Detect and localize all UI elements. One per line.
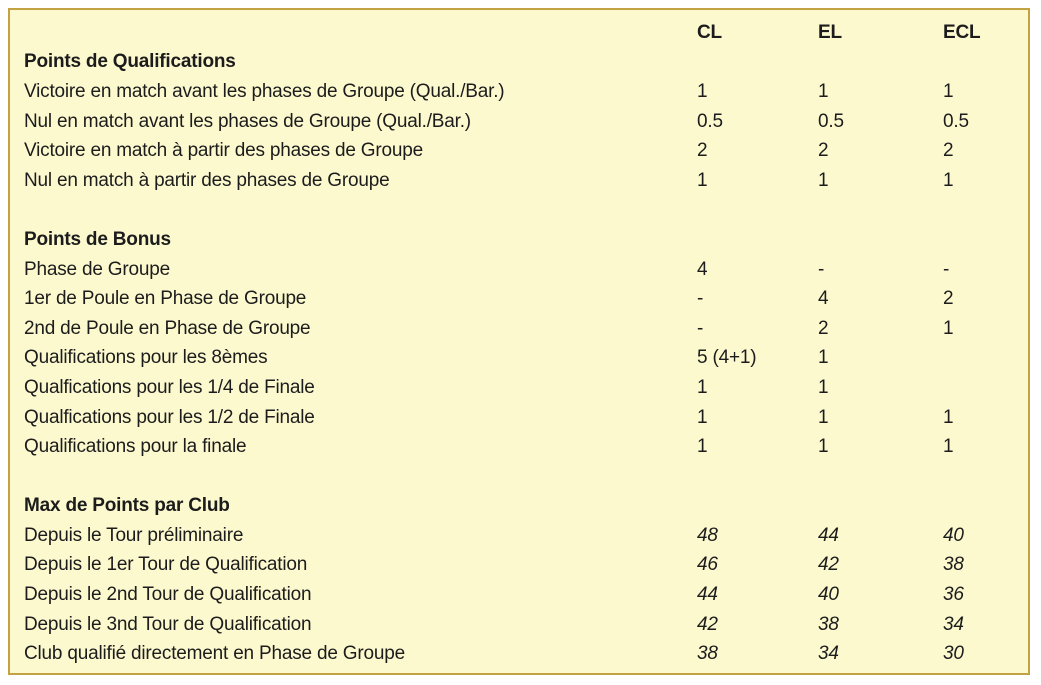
section-title: Points de Bonus bbox=[24, 228, 171, 250]
cell-cl: 44 bbox=[697, 584, 718, 606]
cell-el: 1 bbox=[818, 169, 829, 191]
table-row bbox=[10, 314, 1028, 344]
cell-cl: 1 bbox=[697, 436, 708, 458]
cell-cl: 48 bbox=[697, 524, 718, 546]
table-row bbox=[10, 166, 1028, 196]
column-header-cl: CL bbox=[697, 21, 722, 43]
points-table bbox=[8, 8, 1030, 675]
section-title: Max de Points par Club bbox=[24, 495, 230, 517]
table-row bbox=[10, 284, 1028, 314]
cell-cl: - bbox=[697, 317, 704, 339]
cell-ecl: 34 bbox=[943, 613, 964, 635]
section-title-row bbox=[10, 492, 1028, 522]
cell-ecl: 1 bbox=[943, 169, 954, 191]
cell-ecl: 2 bbox=[943, 140, 954, 162]
cell-ecl: - bbox=[943, 258, 950, 280]
table-row bbox=[10, 610, 1028, 640]
row-label: 1er de Poule en Phase de Groupe bbox=[24, 288, 307, 310]
table-row bbox=[10, 77, 1028, 107]
cell-el: 1 bbox=[818, 436, 829, 458]
cell-el: 1 bbox=[818, 347, 829, 369]
cell-cl: 1 bbox=[697, 169, 708, 191]
row-label: Qualfications pour les 1/2 de Finale bbox=[24, 406, 315, 428]
column-header-el: EL bbox=[818, 21, 842, 43]
cell-cl: 2 bbox=[697, 140, 708, 162]
cell-cl: 4 bbox=[697, 258, 708, 280]
cell-el: 0.5 bbox=[818, 110, 844, 132]
row-label: Depuis le 2nd Tour de Qualification bbox=[24, 584, 312, 606]
section-title-row bbox=[10, 225, 1028, 255]
table-row bbox=[10, 580, 1028, 610]
cell-cl: 1 bbox=[697, 406, 708, 428]
table-row bbox=[10, 432, 1028, 462]
table-row bbox=[10, 521, 1028, 551]
cell-el: 1 bbox=[818, 406, 829, 428]
table-row bbox=[10, 344, 1028, 374]
cell-ecl: 36 bbox=[943, 584, 964, 606]
cell-cl: 1 bbox=[697, 376, 708, 398]
cell-el: 42 bbox=[818, 554, 839, 576]
table-row bbox=[10, 255, 1028, 285]
cell-ecl: 1 bbox=[943, 406, 954, 428]
row-label: Club qualifié directement en Phase de Groupe bbox=[24, 643, 405, 665]
cell-cl: 46 bbox=[697, 554, 718, 576]
cell-ecl: 30 bbox=[943, 643, 964, 665]
cell-ecl: 38 bbox=[943, 554, 964, 576]
cell-el: 1 bbox=[818, 80, 829, 102]
cell-cl: 1 bbox=[697, 80, 708, 102]
cell-cl: 42 bbox=[697, 613, 718, 635]
section-title: Points de Qualifications bbox=[24, 51, 236, 73]
cell-el: 4 bbox=[818, 288, 829, 310]
row-label: Depuis le Tour préliminaire bbox=[24, 524, 244, 546]
table-row bbox=[10, 551, 1028, 581]
row-label: 2nd de Poule en Phase de Groupe bbox=[24, 317, 311, 339]
cell-el: 1 bbox=[818, 376, 829, 398]
cell-cl: 5 (4+1) bbox=[697, 347, 757, 369]
table-header-row bbox=[10, 18, 1028, 48]
row-label: Nul en match à partir des phases de Groupe bbox=[24, 169, 390, 191]
section-title-row bbox=[10, 48, 1028, 78]
cell-cl: 38 bbox=[697, 643, 718, 665]
table-row bbox=[10, 107, 1028, 137]
row-label: Victoire en match à partir des phases de Groupe bbox=[24, 140, 423, 162]
cell-cl: - bbox=[697, 288, 704, 310]
table-row bbox=[10, 373, 1028, 403]
column-header-ecl: ECL bbox=[943, 21, 981, 43]
spacer-row bbox=[10, 462, 1028, 492]
row-label: Qualifications pour les 8èmes bbox=[24, 347, 268, 369]
cell-el: 2 bbox=[818, 140, 829, 162]
row-label: Depuis le 3nd Tour de Qualification bbox=[24, 613, 312, 635]
spacer-row bbox=[10, 196, 1028, 226]
cell-el: 40 bbox=[818, 584, 839, 606]
row-label: Depuis le 1er Tour de Qualification bbox=[24, 554, 308, 576]
table-row bbox=[10, 403, 1028, 433]
cell-el: 44 bbox=[818, 524, 839, 546]
cell-ecl: 40 bbox=[943, 524, 964, 546]
row-label: Nul en match avant les phases de Groupe (Qual./Bar.) bbox=[24, 110, 471, 132]
cell-el: 38 bbox=[818, 613, 839, 635]
cell-el: 2 bbox=[818, 317, 829, 339]
cell-el: 34 bbox=[818, 643, 839, 665]
cell-ecl: 0.5 bbox=[943, 110, 969, 132]
row-label: Victoire en match avant les phases de Groupe (Qual./Bar.) bbox=[24, 80, 505, 102]
cell-ecl: 2 bbox=[943, 288, 954, 310]
cell-ecl: 1 bbox=[943, 436, 954, 458]
cell-ecl: 1 bbox=[943, 317, 954, 339]
table-row bbox=[10, 136, 1028, 166]
table-body bbox=[10, 48, 1028, 669]
cell-ecl: 1 bbox=[943, 80, 954, 102]
table-row bbox=[10, 639, 1028, 669]
row-label: Phase de Groupe bbox=[24, 258, 170, 280]
row-label: Qualifications pour la finale bbox=[24, 436, 247, 458]
cell-el: - bbox=[818, 258, 825, 280]
row-label: Qualfications pour les 1/4 de Finale bbox=[24, 376, 315, 398]
cell-cl: 0.5 bbox=[697, 110, 723, 132]
